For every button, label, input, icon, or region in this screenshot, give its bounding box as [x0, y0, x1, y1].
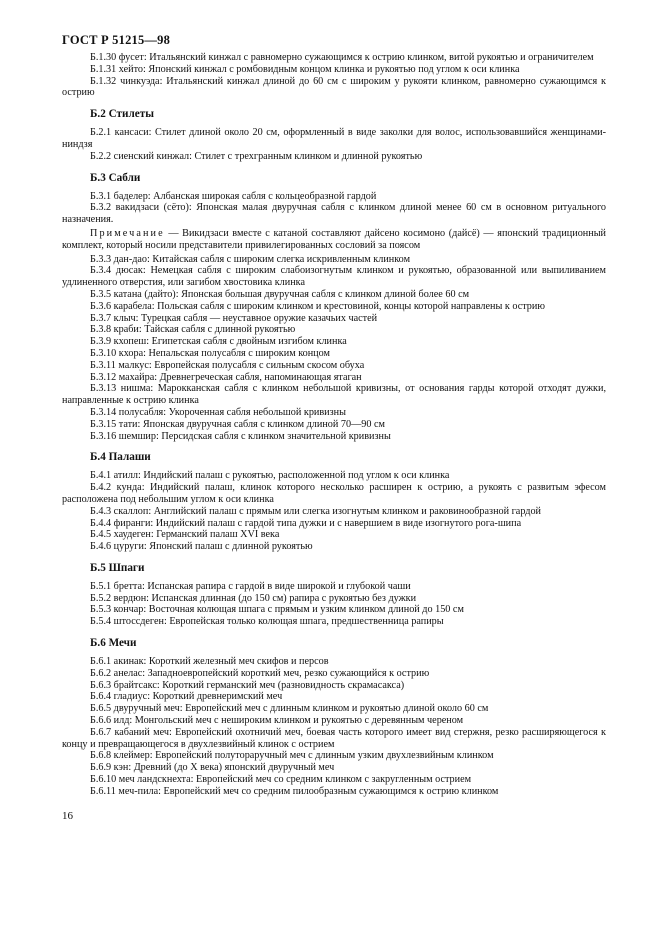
list-item: Б.6.2 анелас: Западноевропейский короткий меч, резко сужающийся к острию [90, 667, 430, 679]
list-item: Б.4.5 хаудеген: Германский палаш XVI века [90, 529, 280, 541]
list-item: Б.3.14 полусабля: Укороченная сабля небольшой кривизны [90, 406, 346, 418]
list-item: Б.3.13 нишма: Марокканская сабля с клинком небольшой кривизны, от основания гарды которой отходят дужки, направленные к острию клинка [62, 383, 606, 407]
list-item: Б.5.2 вердюн: Испанская длинная (до 150 см) рапира с рукоятью без дужки [90, 592, 417, 604]
section-heading: Б.5 Шпаги [90, 561, 145, 574]
page-content [62, 52, 606, 798]
list-item: Б.4.4 фиранги: Индийский палаш с гардой типа дужки и с навершием в виде изогнутого рога-шипа [90, 517, 522, 529]
list-item: Б.1.30 фусет: Итальянский кинжал с равномерно сужающимся к острию клинком, витой рукоятью и ограничителем [90, 52, 594, 63]
list-item: Б.3.3 дан-дао: Китайская сабля с широким слегка искривленным клинком [90, 253, 411, 265]
section-heading: Б.3 Сабли [90, 171, 141, 184]
list-item: Б.6.11 меч-пила: Европейский меч со средним пилообразным сужающимся к острию клинком [90, 785, 499, 797]
list-item: Б.6.3 брайтсакс: Короткий германский меч (разновидность скрамасакса) [90, 679, 405, 691]
list-item: Б.6.7 кабаний меч: Европейский охотничий меч, боевая часть которого имеет вид стержня, резко расширяющегося к концу и превращающегося в двухлезвийный клинок с острием [62, 726, 606, 750]
list-item: Б.6.10 меч ландскнехта: Европейский меч со средним клинком с закругленным острием [90, 774, 472, 786]
list-item: Б.3.7 клыч: Турецкая сабля — неуставное оружие казачьих частей [90, 312, 378, 324]
list-item: Б.6.6 илд: Монгольский меч с неширoким клинком и рукоятью с деревянным череном [90, 715, 464, 727]
list-item: Б.3.4 дюсак: Немецкая сабля с широким слабоизогнутым клинком и рукоятью, образованной или выпиливанием удлиненного отверстия, или загибом хвостовика клинка [62, 265, 606, 289]
note-label: Примечание [90, 227, 165, 239]
list-item: Б.5.4 штоссдеген: Европейская только колющая шпага, предшественница рапиры [90, 616, 444, 628]
list-item: Б.2.1 кансаси: Стилет длиной около 20 см, оформленный в виде заколки для волос, использовавшийся женщинами-ниндзя [62, 127, 606, 150]
list-item: Б.6.1 акинак: Короткий железный меч скифов и персов [90, 656, 329, 668]
list-item: Б.3.15 тати: Японская двуручная сабля с клинком длиной 70—90 см [90, 418, 385, 430]
list-item: Б.6.4 гладиус: Короткий древнеримский меч [90, 691, 283, 703]
list-item: Б.3.12 махайра: Древнегреческая сабля, напоминающая ятаган [90, 371, 362, 383]
list-item: Б.3.6 карабела: Польская сабля с широким клинком и крестовиной, концы которой направлены к острию [90, 300, 545, 312]
page-number: 16 [62, 810, 73, 822]
list-item: Б.2.2 сиенский кинжал: Стилет с трехгранным клинком и длинной рукоятью [90, 150, 423, 162]
page-header: ГОСТ Р 51215—98 [62, 33, 171, 47]
list-item: Б.3.16 шемшир: Персидская сабля с клинком значительной кривизны [90, 430, 391, 442]
section-heading: Б.4 Палаши [90, 451, 151, 464]
list-item: Б.3.1 баделер: Албанская широкая сабля с кольцеобразной гардой [90, 190, 377, 202]
list-item: Б.3.8 краби: Тайская сабля с длинной рукоятью [90, 324, 296, 336]
list-item: Б.4.6 цуруги: Японский палаш с длинной рукоятью [90, 541, 313, 553]
list-item: Б.1.32 чинкуэда: Итальянский кинжал длиной до 60 см с широким у рукояти клинком, равномерно сужающимся к острию [62, 75, 606, 99]
list-item: Б.6.8 клеймер: Европейский полуторaручный меч с длинным узким двухлезвийным клинком [90, 750, 494, 762]
section-heading: Б.6 Мечи [90, 637, 137, 650]
list-item: Б.3.11 малкус: Европейская полусабля с сильным скосом обуха [90, 359, 365, 371]
list-item: Б.4.3 скаллоп: Английский палаш с прямым или слегка изогнутым клинком и раковинообразной гардой [90, 505, 542, 517]
list-item: Б.3.5 катана (дайто): Японская большая двуручная сабля с клинком длиной более 60 см [90, 288, 470, 300]
section-heading: Б.2 Стилеты [90, 108, 154, 121]
list-item: Б.6.5 двуручный меч: Европейский меч с длинным клинком и рукоятью длиной около 60 см [90, 703, 489, 715]
list-item: Б.1.31 хейто: Японский кинжал с ромбовидным концом клинка и рукоятью под углом к оси клинка [90, 63, 520, 75]
list-item: Б.6.9 кэн: Древний (до X века) японский двуручный меч [90, 762, 335, 774]
list-item: Б.4.1 атилл: Индийский палаш с рукоятью, расположенной под углом к оси клинка [90, 470, 450, 482]
list-item: Б.5.1 бретта: Испанская рапира с гардой в виде широкой и глубокой чаши [90, 580, 411, 592]
note-text: — Викидзаси вместе с катаной составляют дайсено косимоно (дайсё) — японский традиционный комплект, который носили представители привилегированных сословий за поясом [62, 227, 606, 251]
list-item: Б.3.9 кхопеш: Египетская сабля с двойным изгибом клинка [90, 336, 347, 348]
list-item: Б.5.3 кончар: Восточная колющая шпага с прямым и узким клинком длиной до 150 см [90, 604, 464, 616]
list-item: Б.4.2 кунда: Индийский палаш, клинок которого несколько расширен к острию, а рукоять с развитым эфесом расположена под небольшим углом к оси клинка [62, 482, 606, 505]
list-item: Б.3.10 кхора: Непальская полусабля с широким концом [90, 347, 330, 359]
list-item: Б.3.2 вакидзаси (сёто): Японская малая двуручная сабля с клинком длиной менее 60 см в основном ритуального назначения. [62, 202, 606, 226]
note [62, 228, 606, 252]
